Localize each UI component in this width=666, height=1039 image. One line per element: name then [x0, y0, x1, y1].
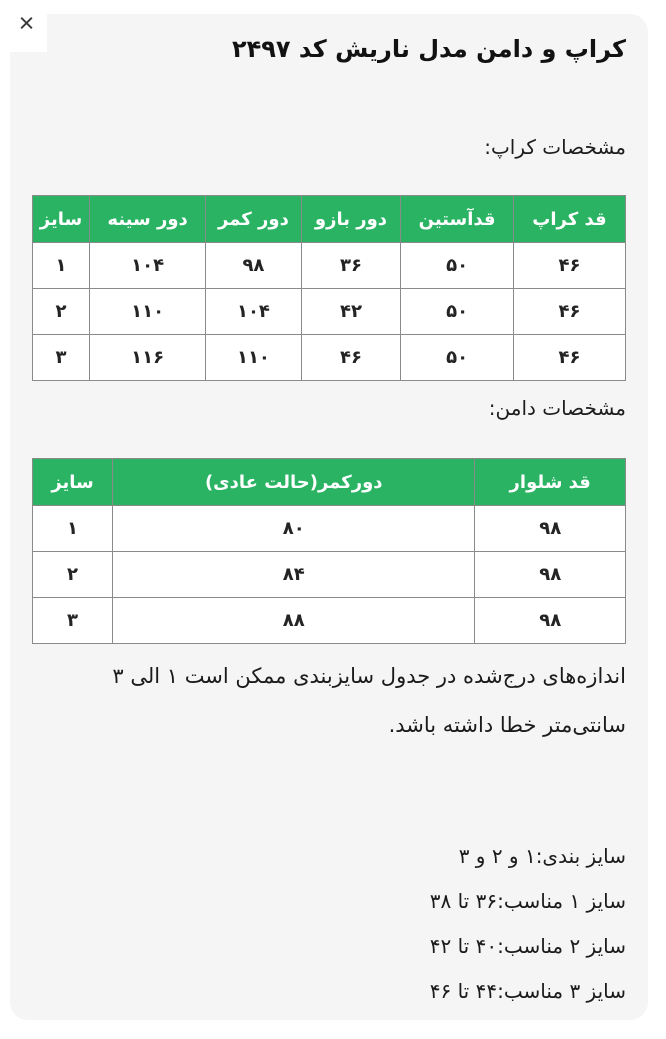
table-cell: ۱۱۰	[206, 335, 301, 381]
table-row	[33, 289, 626, 335]
column-header: سایز	[33, 459, 113, 506]
table-cell: ۱	[33, 506, 113, 552]
note-line: اندازه‌های درج‌شده در جدول سایزبندی ممکن است ۱ الی ۳	[112, 664, 626, 688]
table-cell: ۵۰	[401, 335, 514, 381]
table-header-row	[33, 196, 626, 243]
table-cell: ۳	[33, 335, 90, 381]
table-cell: ۸۴	[113, 552, 475, 598]
size-guide-line: سایز ۳ مناسب:۴۴ تا ۴۶	[429, 979, 626, 1003]
column-header: دور سینه	[89, 196, 205, 243]
table-cell: ۱۰۴	[206, 289, 301, 335]
crop-size-table	[32, 195, 626, 381]
crop-section-label: مشخصات کراپ:	[484, 135, 626, 159]
size-guide-line: سایز بندی:۱ و ۲ و ۳	[458, 844, 626, 868]
table-cell: ۴۶	[513, 289, 625, 335]
close-icon: ×	[18, 7, 35, 38]
table-cell: ۱۱۶	[89, 335, 205, 381]
page-title: کراپ و دامن مدل ناریش کد ۲۴۹۷	[231, 35, 626, 63]
table-row	[33, 506, 626, 552]
column-header: قد شلوار	[475, 459, 626, 506]
table-cell: ۲	[33, 289, 90, 335]
column-header: دور کمر	[206, 196, 301, 243]
table-cell: ۵۰	[401, 289, 514, 335]
table-cell: ۹۸	[206, 243, 301, 289]
product-size-sheet	[10, 14, 648, 1020]
table-row	[33, 243, 626, 289]
table-cell: ۳	[33, 598, 113, 644]
skirt-section-label: مشخصات دامن:	[488, 396, 626, 420]
size-tolerance-note	[32, 652, 626, 750]
skirt-size-table	[32, 458, 626, 644]
table-cell: ۵۰	[401, 243, 514, 289]
column-header: قدآستین	[401, 196, 514, 243]
column-header: قد کراپ	[513, 196, 625, 243]
note-line: سانتی‌متر خطا داشته باشد.	[388, 713, 626, 737]
table-cell: ۲	[33, 552, 113, 598]
table-header-row	[33, 459, 626, 506]
size-guide-line: سایز ۱ مناسب:۳۶ تا ۳۸	[429, 889, 626, 913]
table-row	[33, 552, 626, 598]
table-cell: ۴۲	[301, 289, 401, 335]
close-button[interactable]	[0, 0, 47, 52]
table-cell: ۹۸	[475, 506, 626, 552]
table-cell: ۴۶	[513, 243, 625, 289]
table-cell: ۱	[33, 243, 90, 289]
table-cell: ۴۶	[513, 335, 625, 381]
table-cell: ۱۰۴	[89, 243, 205, 289]
size-guide-list	[32, 834, 626, 1014]
table-cell: ۸۸	[113, 598, 475, 644]
table-cell: ۴۶	[301, 335, 401, 381]
table-cell: ۳۶	[301, 243, 401, 289]
column-header: دورکمر(حالت عادی)	[113, 459, 475, 506]
table-cell: ۱۱۰	[89, 289, 205, 335]
column-header: دور بازو	[301, 196, 401, 243]
table-cell: ۸۰	[113, 506, 475, 552]
table-cell: ۹۸	[475, 552, 626, 598]
table-row	[33, 598, 626, 644]
table-row	[33, 335, 626, 381]
column-header: سایز	[33, 196, 90, 243]
table-cell: ۹۸	[475, 598, 626, 644]
size-guide-line: سایز ۲ مناسب:۴۰ تا ۴۲	[429, 934, 626, 958]
